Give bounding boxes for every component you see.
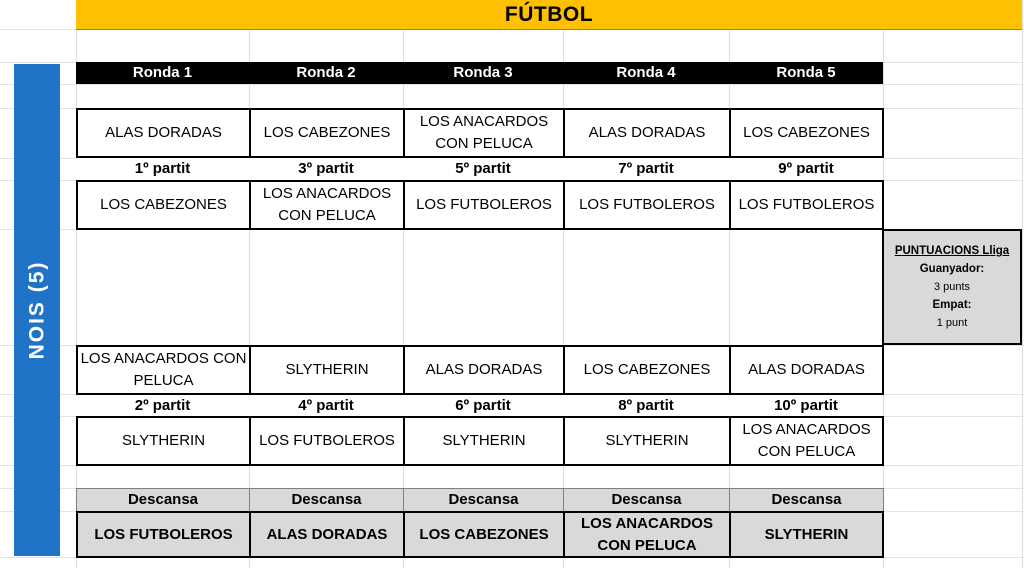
rest-team: ALAS DORADAS [249, 511, 405, 558]
rest-label: Descansa [76, 488, 250, 512]
team-cell: LOS ANACARDOS CON PELUCA [76, 345, 251, 395]
team-cell: LOS CABEZONES [76, 180, 251, 230]
match-number: 9º partit [729, 158, 883, 180]
win-value: 3 punts [933, 281, 971, 293]
rest-label: Descansa [563, 488, 730, 512]
team-cell: ALAS DORADAS [563, 108, 731, 158]
match-number: 6º partit [403, 395, 563, 417]
match-number: 2º partit [76, 395, 249, 417]
team-cell: LOS FUTBOLEROS [729, 180, 884, 230]
rest-label: Descansa [249, 488, 404, 512]
category-label-text: NOIS (5) [25, 260, 48, 360]
match-number: 1º partit [76, 158, 249, 180]
team-cell: ALAS DORADAS [76, 108, 251, 158]
team-cell: LOS ANACARDOS CON PELUCA [403, 108, 565, 158]
draw-label: Empat: [932, 299, 972, 311]
rest-team: LOS CABEZONES [403, 511, 565, 558]
match-number: 5º partit [403, 158, 563, 180]
round-header: Ronda 4 [563, 62, 729, 84]
grid-column-line [1022, 0, 1023, 568]
draw-value: 1 punt [936, 317, 968, 329]
team-cell: LOS CABEZONES [249, 108, 405, 158]
team-cell: SLYTHERIN [563, 416, 731, 466]
points-title: PUNTUACIONS Lliga [894, 245, 1010, 257]
grid-column-line [729, 0, 730, 568]
sheet-title: FÚTBOL [76, 0, 1022, 30]
grid-row-line [0, 84, 1024, 85]
match-number: 8º partit [563, 395, 729, 417]
round-header: Ronda 3 [403, 62, 563, 84]
grid-column-line [249, 0, 250, 568]
team-cell: ALAS DORADAS [729, 345, 884, 395]
team-cell: LOS FUTBOLEROS [563, 180, 731, 230]
team-cell: LOS FUTBOLEROS [403, 180, 565, 230]
rest-label: Descansa [729, 488, 884, 512]
grid-column-line [563, 0, 564, 568]
rest-label: Descansa [403, 488, 564, 512]
match-number: 10º partit [729, 395, 883, 417]
match-number: 3º partit [249, 158, 403, 180]
grid-column-line [403, 0, 404, 568]
team-cell: LOS FUTBOLEROS [249, 416, 405, 466]
match-number: 4º partit [249, 395, 403, 417]
category-label [14, 64, 60, 556]
win-label: Guanyador: [919, 263, 985, 275]
team-cell: ALAS DORADAS [403, 345, 565, 395]
league-points-box [882, 229, 1022, 345]
team-cell: SLYTHERIN [249, 345, 405, 395]
grid-column-line [76, 0, 77, 568]
team-cell: SLYTHERIN [403, 416, 565, 466]
round-header: Ronda 5 [729, 62, 883, 84]
rest-team: LOS ANACARDOS CON PELUCA [563, 511, 731, 558]
round-header: Ronda 2 [249, 62, 403, 84]
team-cell: LOS CABEZONES [729, 108, 884, 158]
team-cell: LOS CABEZONES [563, 345, 731, 395]
team-cell: LOS ANACARDOS CON PELUCA [249, 180, 405, 230]
round-header: Ronda 1 [76, 62, 249, 84]
rest-team: SLYTHERIN [729, 511, 884, 558]
team-cell: LOS ANACARDOS CON PELUCA [729, 416, 884, 466]
match-number: 7º partit [563, 158, 729, 180]
rest-team: LOS FUTBOLEROS [76, 511, 251, 558]
team-cell: SLYTHERIN [76, 416, 251, 466]
